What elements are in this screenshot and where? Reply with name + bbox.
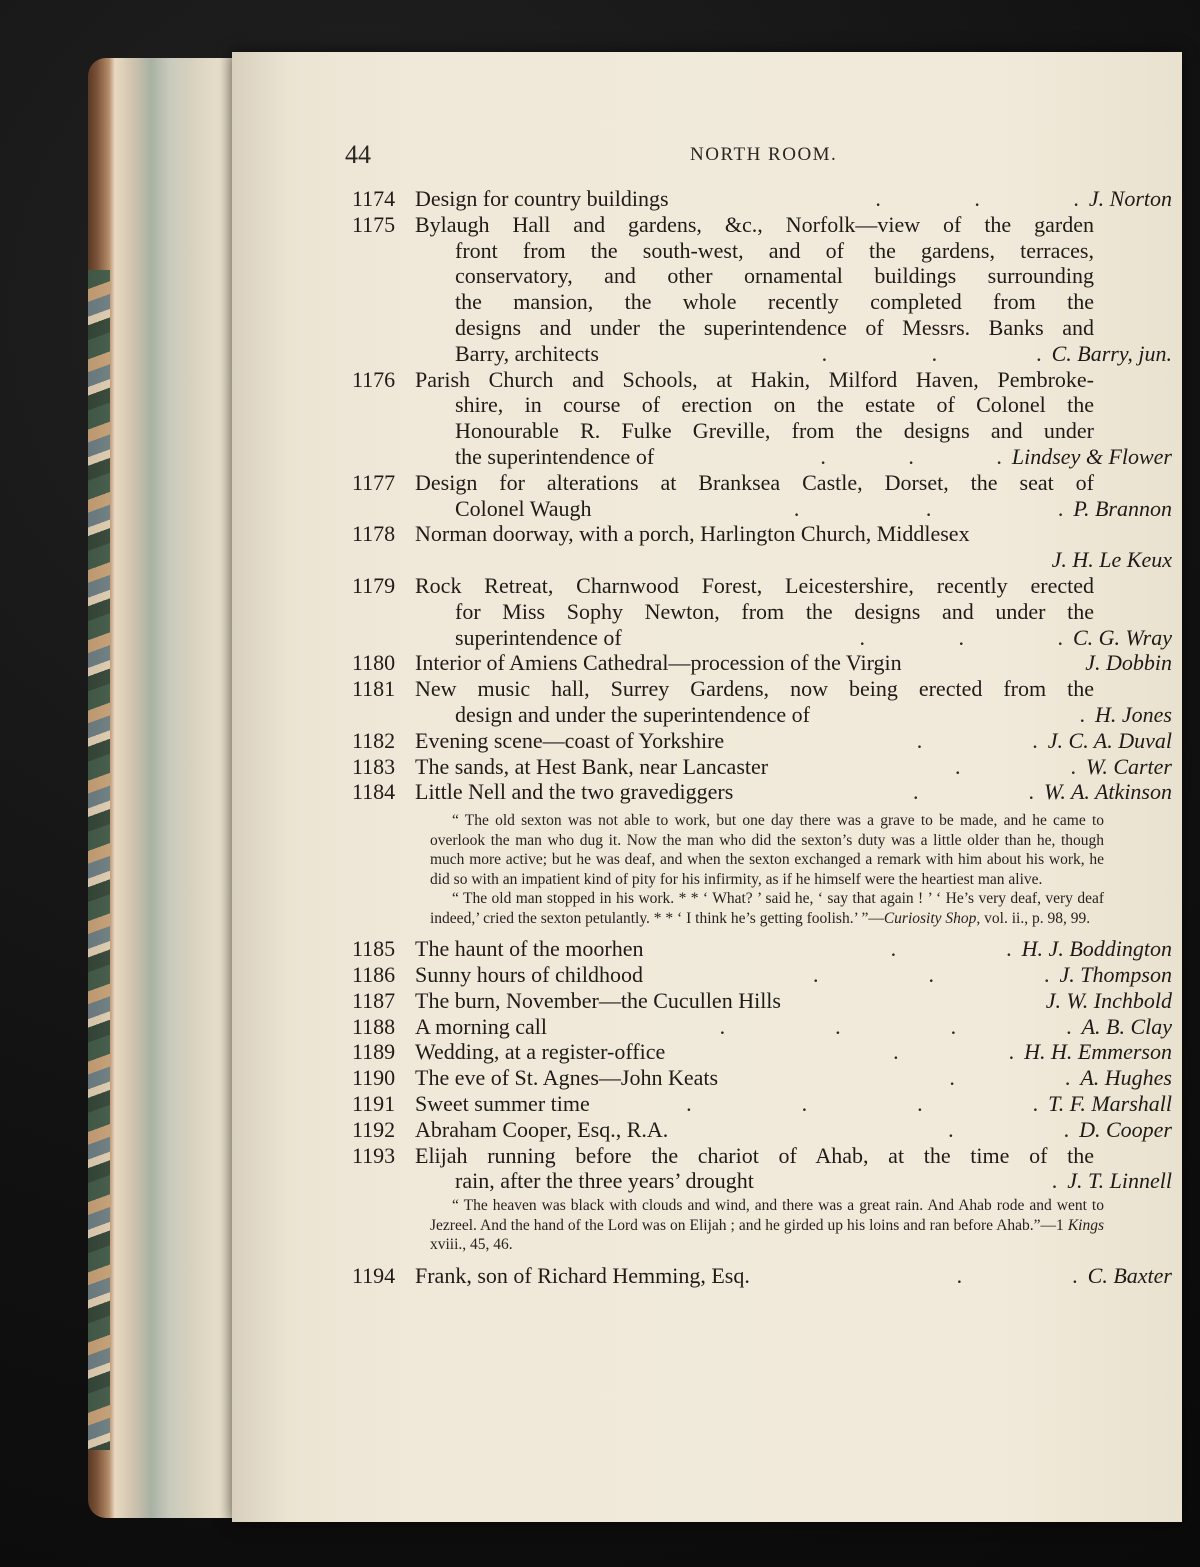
entry-number: 1176 (352, 366, 396, 392)
entry-number: 1182 (352, 727, 396, 753)
entry-artist: A. Hughes (1080, 1065, 1172, 1091)
entry-artist: C. G. Wray (1073, 624, 1172, 650)
entry-artist: P. Brannon (1073, 495, 1172, 521)
catalogue-entry: 1176 Parish Church and Schools, at Hakin, Milford Haven, Pembroke- shire, in course of erection on the estate of Colonel the Honourable R. Fulke Greville, from the designs and under the superintendence of . . . Lindsey & Flower (352, 366, 1172, 469)
entry-artist: W. A. Atkinson (1044, 779, 1172, 805)
catalogue-entry: 1175 Bylaugh Hall and gardens, &c., Norfolk—view of the garden front from the south-west, and of the gardens, terraces, conservatory, and other ornamental buildings surrounding the mansion, the whole recently completed from the designs and under the superintendence of Messrs. Banks and Barry, architects . . . C. Barry, jun. (352, 211, 1172, 366)
catalogue-entry: 1177 Design for alterations at Branksea Castle, Dorset, the seat of Colonel Waugh . . . P. Brannon (352, 469, 1172, 521)
entry-artist: J. T. Linnell (1067, 1168, 1172, 1194)
entry-number: 1184 (352, 779, 396, 805)
catalogue-entry (352, 988, 1172, 1014)
entry-title: Wedding, at a register-office (415, 1039, 666, 1065)
entry-number: 1189 (352, 1039, 396, 1065)
entry-number: 1177 (352, 469, 396, 495)
entry-title-line: shire, in course of erection on the estate of Colonel the (455, 392, 1094, 418)
catalogue-entry: 1188 A morning call . . . . A. B. Clay (352, 1013, 1172, 1039)
entry-number: 1175 (352, 211, 396, 237)
entry-number: 1185 (352, 936, 396, 962)
entry-title: Abraham Cooper, Esq., R.A. (415, 1116, 669, 1142)
entry-artist: D. Cooper (1079, 1116, 1172, 1142)
entry-artist: A. B. Clay (1081, 1013, 1172, 1039)
catalogue-entry: 1189 Wedding, at a register-office . . H. H. Emmerson (352, 1039, 1172, 1065)
catalogue-entry: 1179 Rock Retreat, Charnwood Forest, Leicestershire, recently erected for Miss Sophy Newton, from the designs and under the superintendence of . . . C. G. Wray (352, 572, 1172, 650)
entry-title: The haunt of the moorhen (415, 936, 644, 962)
catalogue-entry: 1191 Sweet summer time . . . . T. F. Marshall (352, 1090, 1172, 1116)
entry-number: 1190 (352, 1065, 396, 1091)
entry-number: 1174 (352, 186, 396, 211)
catalogue-entry (352, 650, 1172, 676)
entry-number: 1192 (352, 1116, 396, 1142)
entry-artist: J. H. Le Keux (1051, 547, 1172, 573)
catalogue-entry: 1186 Sunny hours of childhood . . . J. Thompson (352, 961, 1172, 987)
quote-source: Kings (1067, 1216, 1104, 1234)
entry-title: The sands, at Hest Bank, near Lancaster (415, 753, 769, 779)
page-header (345, 140, 1175, 180)
quote-text: “ The heaven was black with clouds and wind, and there was a great rain. And Ahab rode and went to Jezreel. And the hand of the Lord was on Elijah ; and he girded up his loins and ran before Ahab.”—1 (430, 1197, 1104, 1234)
entry-title: Sweet summer time (415, 1090, 590, 1116)
entry-title-line: Barry, architects (455, 340, 599, 366)
entry-title-line: Norman doorway, with a porch, Harlington Church, Middlesex (415, 521, 970, 547)
quote-paragraph (430, 889, 1104, 928)
entry-title: Sunny hours of childhood (415, 961, 643, 987)
entry-title: Interior of Amiens Cathedral—procession of the Virgin (415, 650, 902, 676)
entry-title-line: superintendence of (455, 624, 622, 650)
entry-artist: C. Barry, jun. (1051, 340, 1172, 366)
entry-number: 1181 (352, 676, 396, 702)
catalogue-entry: 1193 Elijah running before the chariot of Ahab, at the time of the rain, after the three years’ drought . J. T. Linnell (352, 1142, 1172, 1194)
entry-number: 1191 (352, 1090, 396, 1116)
entry-title-line: Bylaugh Hall and gardens, &c., Norfolk—view of the garden (415, 211, 1094, 237)
entry-title: The eve of St. Agnes—John Keats (415, 1065, 719, 1091)
entry-title-line: front from the south-west, and of the gardens, terraces, (455, 237, 1094, 263)
entry-artist: H. Jones (1095, 701, 1172, 727)
entry-quotation (352, 1196, 1172, 1255)
entry-title: Evening scene—coast of Yorkshire (415, 727, 725, 753)
quote-text: “ The old man stopped in his work. * * ‘ What? ’ said he, ‘ say that again ! ’ ‘ He’s very deaf, very deaf indeed,’ cried the sexton petulantly. * * ‘ I think he’s getting foolish.’ ”— (430, 890, 1104, 927)
entry-title-line: Design for alterations at Branksea Castle, Dorset, the seat of (415, 469, 1094, 495)
entry-artist: J. Thompson (1059, 961, 1172, 987)
quote-paragraph: “ The old sexton was not able to work, but one day there was a grave to be made, and he came to overlook the man who dug it. Now the man who did the sexton’s duty was a little older than he, though much more active; but he was deaf, and when the sexton exchanged a remark with him about his work, he did so with an impatient kind of pity for his infirmity, as if he himself were the heartiest man alive. (430, 812, 1104, 888)
entry-title-line: designs and under the superintendence of Messrs. Banks and (455, 314, 1094, 340)
catalogue-entry: 1184 Little Nell and the two gravediggers . . W. A. Atkinson (352, 779, 1172, 805)
entry-title-line: Elijah running before the chariot of Ahab, at the time of the (415, 1142, 1094, 1168)
entry-number: 1188 (352, 1013, 396, 1039)
entry-title-line: Parish Church and Schools, at Hakin, Milford Haven, Pembroke- (415, 366, 1094, 392)
entry-artist: J. Dobbin (1085, 650, 1172, 676)
catalogue-entry: 1181 New music hall, Surrey Gardens, now being erected from the design and under the superintendence of . H. Jones (352, 676, 1172, 727)
entry-number: 1194 (352, 1262, 396, 1288)
entry-title: Frank, son of Richard Hemming, Esq. (415, 1262, 750, 1288)
catalogue-entries (352, 186, 1172, 1288)
quote-source: Curiosity Shop, (883, 909, 981, 927)
entry-title: The burn, November—the Cucullen Hills (415, 987, 781, 1013)
entry-artist: J. C. A. Duval (1047, 727, 1172, 753)
entry-artist: J. W. Inchbold (1045, 987, 1172, 1013)
entry-number: 1187 (352, 987, 396, 1013)
entry-artist: H. H. Emmerson (1024, 1039, 1172, 1065)
quote-paragraph (430, 1196, 1104, 1255)
entry-title-line: the superintendence of (455, 443, 655, 469)
catalogue-entry: 1194 Frank, son of Richard Hemming, Esq. . . C. Baxter (352, 1262, 1172, 1288)
entry-number: 1186 (352, 961, 396, 987)
entry-artist: W. Carter (1086, 753, 1172, 779)
entry-title-line: the mansion, the whole recently completed from the (455, 289, 1094, 315)
entry-title-line: New music hall, Surrey Gardens, now being erected from the (415, 676, 1094, 702)
catalogue-entry (352, 521, 1172, 573)
entry-title-line: Honourable R. Fulke Greville, from the designs and under (455, 418, 1094, 444)
catalogue-entry: 1192 Abraham Cooper, Esq., R.A. . . D. Cooper (352, 1116, 1172, 1142)
entry-title-line: conservatory, and other ornamental buildings surrounding (455, 263, 1094, 289)
entry-title-line: rain, after the three years’ drought (455, 1168, 754, 1194)
catalogue-entry: 1185 The haunt of the moorhen . . H. J. Boddington (352, 936, 1172, 962)
entry-title: Little Nell and the two gravediggers (415, 779, 734, 805)
catalogue-entry: 1190 The eve of St. Agnes—John Keats . . A. Hughes (352, 1065, 1172, 1091)
marbled-edge (88, 270, 110, 1450)
entry-quotation (352, 811, 1172, 928)
entry-number: 1178 (352, 521, 396, 547)
entry-title-line: Colonel Waugh (455, 495, 592, 521)
entry-artist: Lindsey & Flower (1011, 443, 1172, 469)
catalogue-entry: 1183 The sands, at Hest Bank, near Lancaster . . W. Carter (352, 753, 1172, 779)
running-head: NORTH ROOM. (690, 144, 838, 165)
catalogue-entry: 1174 Design for country buildings . . . J. Norton (352, 186, 1172, 211)
entry-artist: J. Norton (1088, 186, 1172, 211)
entry-title: A morning call (415, 1013, 547, 1039)
entry-title-line: design and under the superintendence of (455, 701, 810, 727)
quote-reference: vol. ii., p. 98, 99. (980, 909, 1091, 927)
entry-title: Design for country buildings (415, 186, 669, 211)
catalogue-entry: 1182 Evening scene—coast of Yorkshire . . J. C. A. Duval (352, 727, 1172, 753)
entry-title-line: for Miss Sophy Newton, from the designs and under the (455, 598, 1094, 624)
entry-artist: H. J. Boddington (1021, 936, 1172, 962)
quote-reference: xviii., 45, 46. (430, 1236, 513, 1254)
book-page-edges (88, 58, 238, 1518)
entry-artist: C. Baxter (1087, 1262, 1172, 1288)
entry-number: 1193 (352, 1142, 396, 1168)
entry-number: 1183 (352, 753, 396, 779)
entry-artist: T. F. Marshall (1048, 1090, 1172, 1116)
entry-number: 1179 (352, 572, 396, 598)
page-number: 44 (345, 140, 371, 169)
entry-number: 1180 (352, 650, 396, 676)
entry-title-line: Rock Retreat, Charnwood Forest, Leicestershire, recently erected (415, 572, 1094, 598)
